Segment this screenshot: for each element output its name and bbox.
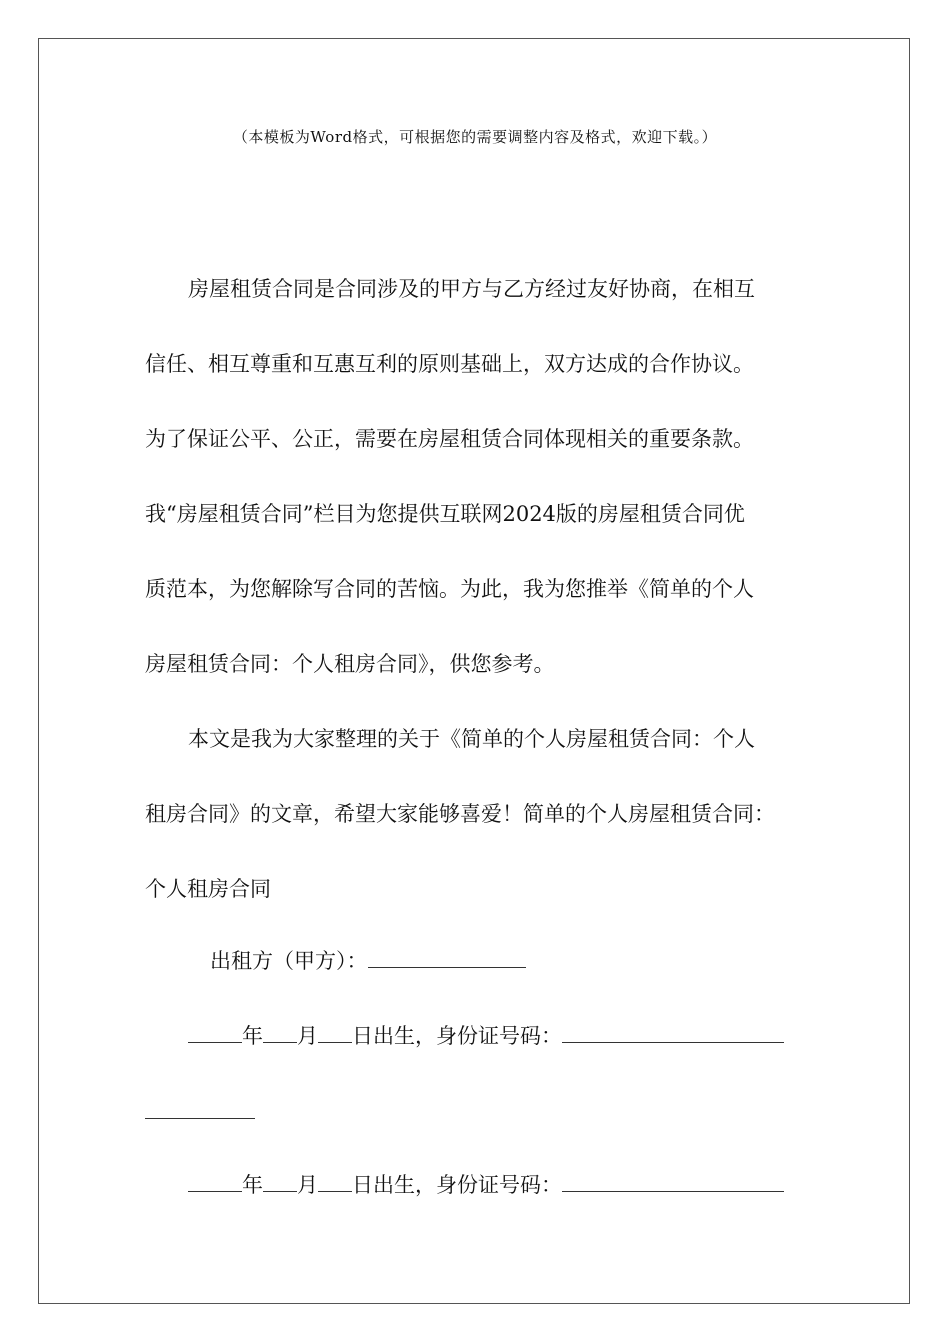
body-line-2: 租房合同》的文章，希望大家能够喜爱！简单的个人房屋租赁合同： — [145, 802, 775, 826]
id-number-blank-2[interactable] — [562, 1171, 784, 1192]
month-label-1: 月 — [297, 1024, 318, 1048]
lessor-row — [210, 946, 526, 976]
day-id-label-2: 日出生，身份证号码： — [352, 1173, 562, 1197]
lessor-name-blank[interactable] — [368, 947, 526, 968]
day-blank-2[interactable] — [318, 1171, 352, 1192]
year-blank-1[interactable] — [188, 1022, 242, 1043]
month-blank-2[interactable] — [263, 1171, 297, 1192]
month-label-2: 月 — [297, 1173, 318, 1197]
year-blank-2[interactable] — [188, 1171, 242, 1192]
day-blank-1[interactable] — [318, 1022, 352, 1043]
intro-line-2: 信任、相互尊重和互惠互利的原则基础上，双方达成的合作协议。 — [145, 352, 754, 376]
template-note: （本模板为Word格式，可根据您的需要调整内容及格式，欢迎下载。） — [232, 128, 718, 146]
lessor-label: 出租方（甲方）： — [210, 949, 368, 973]
intro-line-3: 为了保证公平、公正，需要在房屋租赁合同体现相关的重要条款。 — [145, 427, 754, 451]
month-blank-1[interactable] — [263, 1022, 297, 1043]
year-label-2: 年 — [242, 1173, 263, 1197]
intro-line-5: 质范本，为您解除写合同的苦恼。为此，我为您推举《简单的个人 — [145, 577, 754, 601]
intro-line-1: 房屋租赁合同是合同涉及的甲方与乙方经过友好协商，在相互 — [188, 277, 755, 301]
id-number-blank-1-continued[interactable] — [145, 1118, 255, 1119]
id-number-blank-1[interactable] — [562, 1022, 784, 1043]
intro-line-6: 房屋租赁合同：个人租房合同》，供您参考。 — [145, 652, 555, 676]
body-line-3: 个人租房合同 — [145, 877, 271, 901]
year-label-1: 年 — [242, 1024, 263, 1048]
intro-line-4: 我“房屋租赁合同”栏目为您提供互联网2024版的房屋租赁合同优 — [145, 502, 745, 526]
day-id-label-1: 日出生，身份证号码： — [352, 1024, 562, 1048]
birth-row-1 — [188, 1021, 784, 1051]
birth-row-2 — [188, 1170, 784, 1200]
body-line-1: 本文是我为大家整理的关于《简单的个人房屋租赁合同：个人 — [188, 727, 755, 751]
